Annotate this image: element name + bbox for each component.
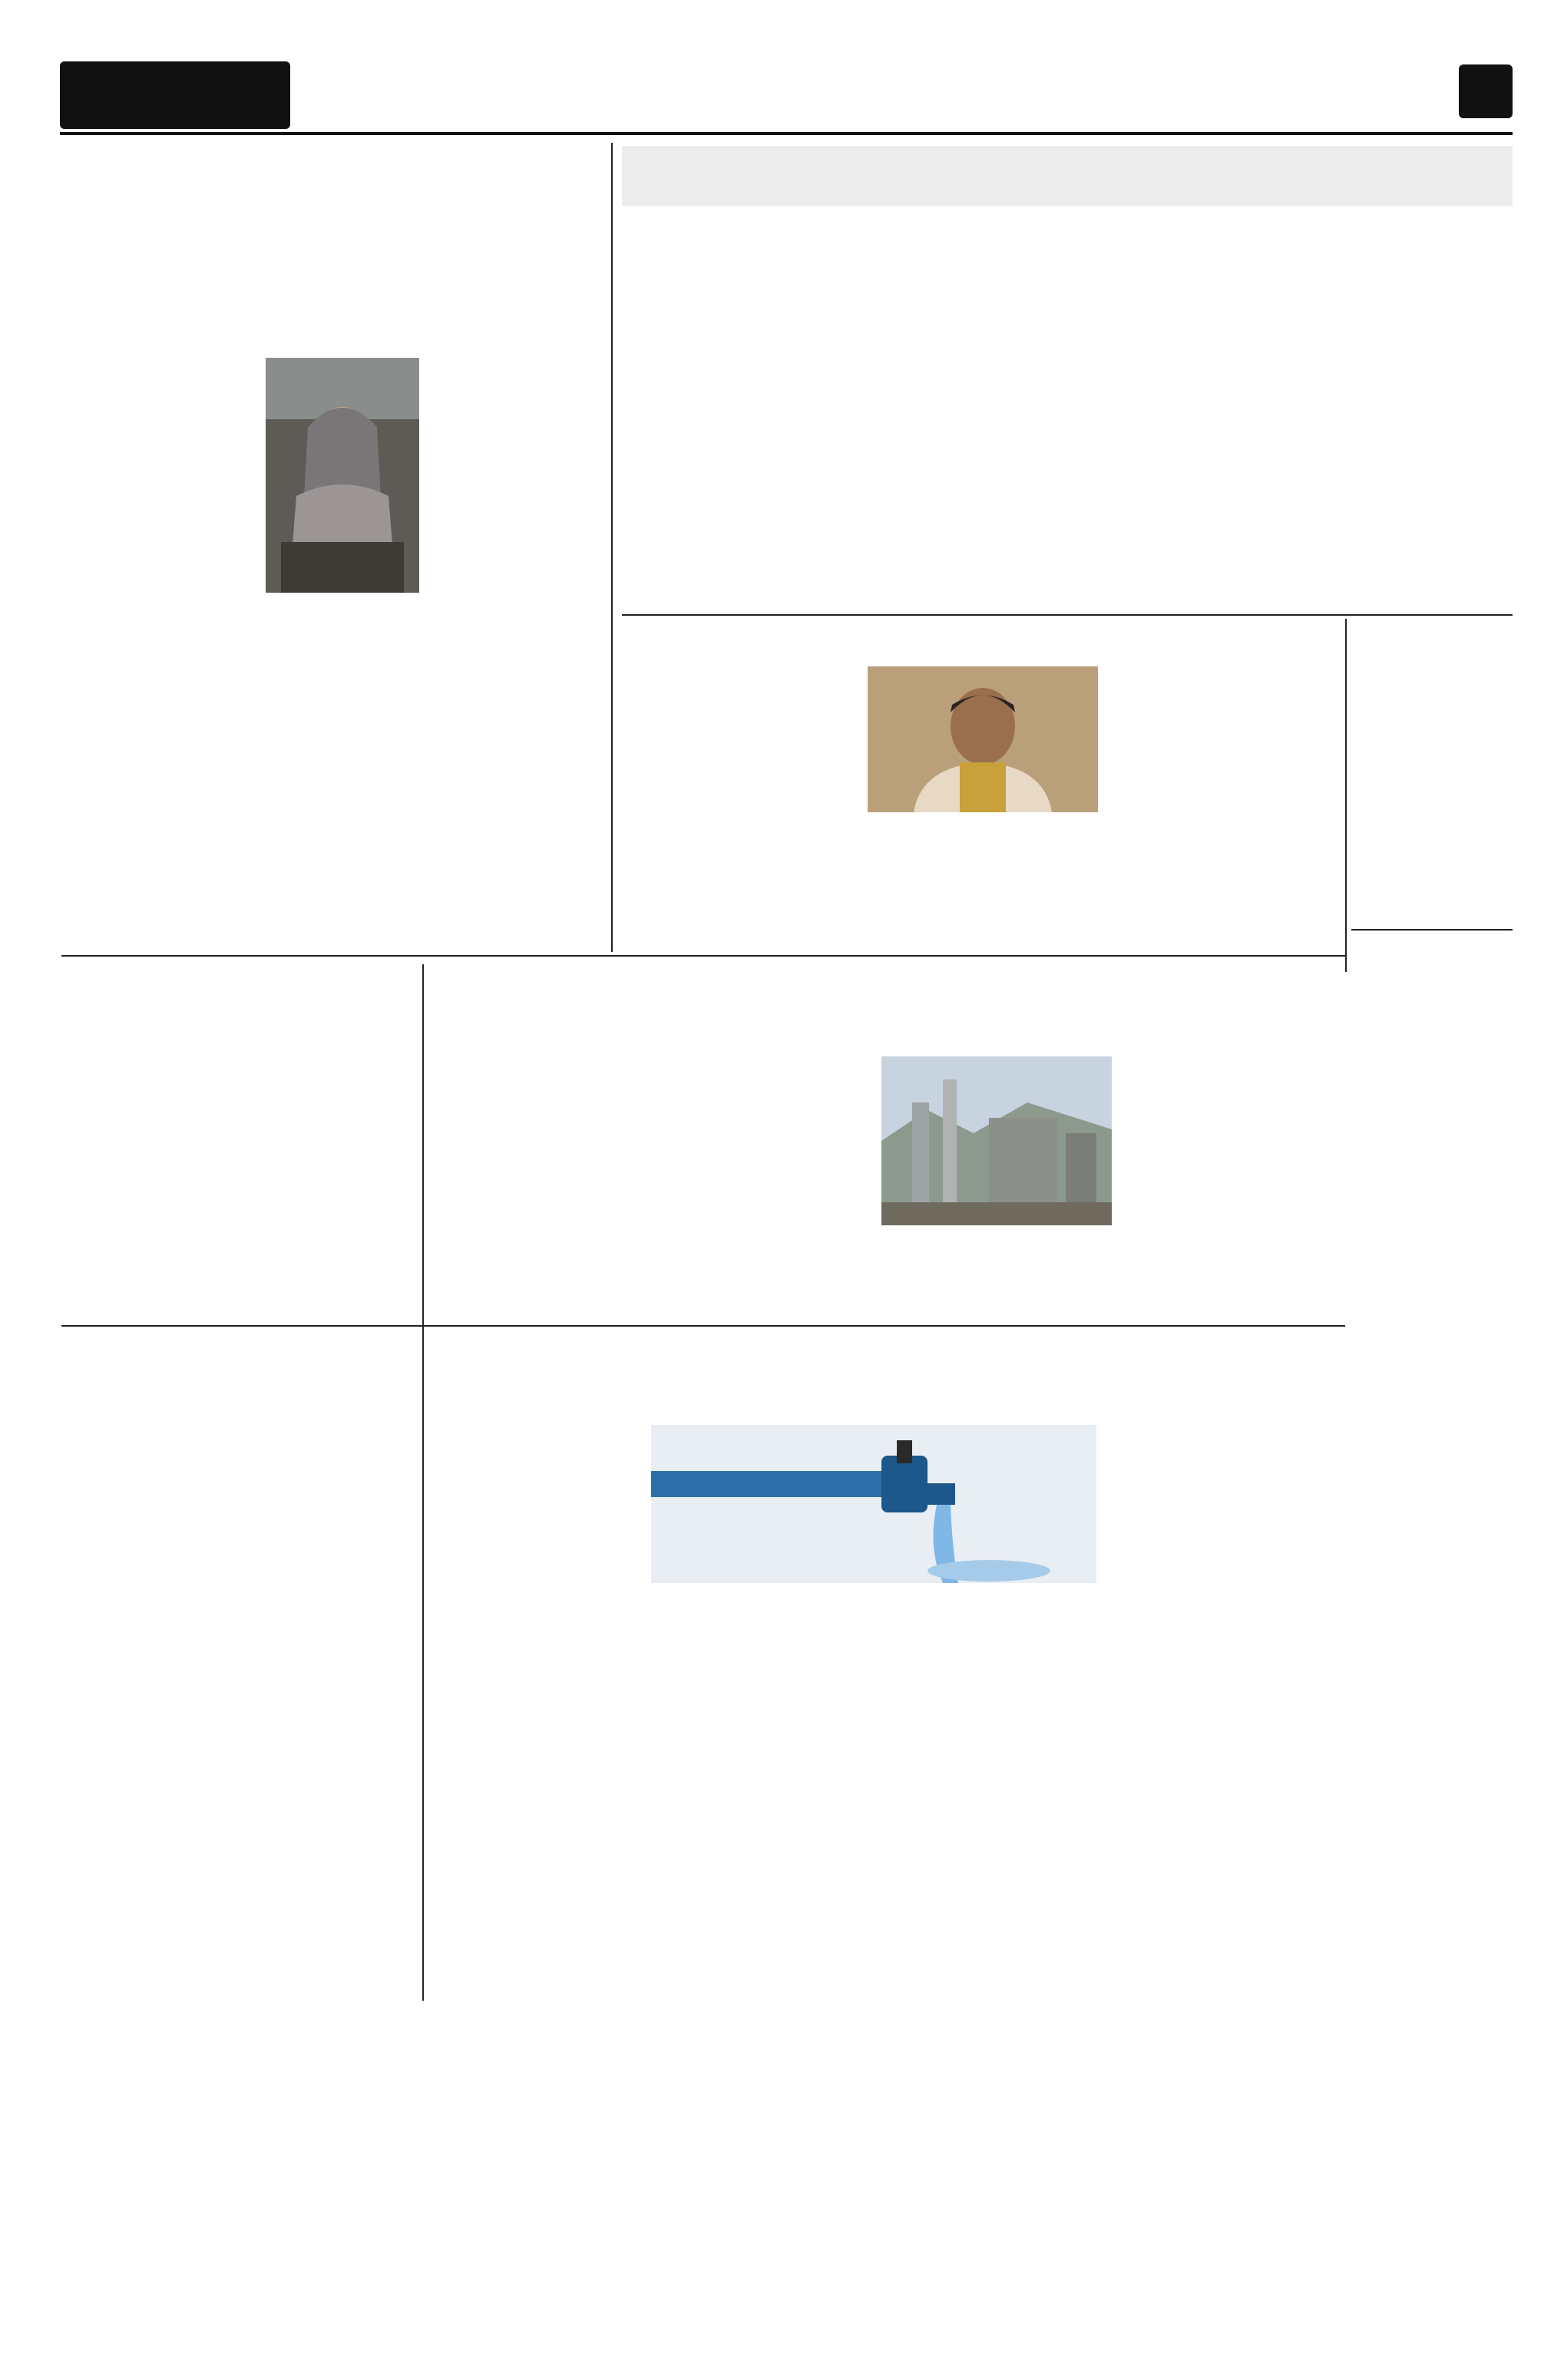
column-divider [422,964,424,2001]
cements-photo [881,1056,1112,1225]
dgp-body [1356,782,1513,927]
sakeena-col2-bottom [266,603,419,949]
mos-col2-bottom [868,857,1098,946]
water-col4 [1109,1419,1316,1680]
cements-col2 [657,1056,869,1313]
mushroom-body [61,1529,416,2305]
protest-body [1356,1110,1513,2059]
mos-col3 [1110,666,1338,946]
minister-photo-image [868,666,1098,812]
tb-col3 [1072,235,1284,607]
tb-col1 [623,235,835,607]
column-divider [611,143,613,952]
cements-col3 [1124,1056,1344,1313]
tb-col4 [1296,235,1511,607]
sakeena-photo [266,358,419,593]
water-col3 [878,1586,1096,1681]
mos-photo [868,666,1098,812]
section-rule [622,614,1513,616]
section-rule [61,955,1345,957]
cement-plant-image [881,1056,1112,1225]
masthead-logo [60,61,290,129]
sakeena-col1 [61,358,253,949]
water-col2 [651,1586,866,1681]
water-photo [651,1425,1096,1583]
mushroom-text [61,1529,215,2305]
cements-col1 [432,1056,643,1313]
tb-headline-band [622,146,1513,206]
honey-col1 [61,1053,215,1317]
masthead-rule [60,132,1513,135]
honey-col2 [226,1038,415,1317]
water-col1 [432,1419,639,1680]
water-tap-image [651,1425,1096,1583]
cements-caption [881,1231,1112,1313]
mos-col1 [623,666,854,946]
section-rule [1351,929,1513,931]
tb-col2 [848,235,1060,607]
section-rule [61,1325,1345,1327]
column-divider [1345,619,1347,972]
sakeena-col3 [430,358,599,949]
minister-portrait-image [266,358,419,593]
page-number [1459,64,1513,118]
